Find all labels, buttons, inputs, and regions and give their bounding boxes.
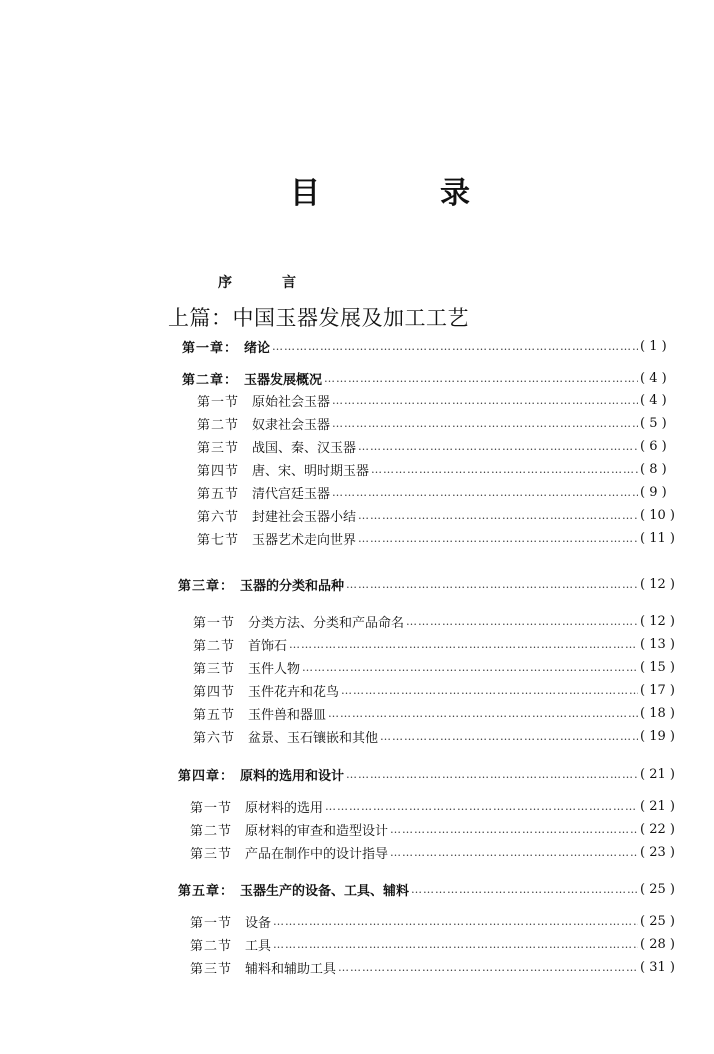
toc-leader-dots	[411, 883, 638, 896]
toc-entry-number: 第一章：	[182, 340, 239, 356]
toc-entry-number: 第四节	[197, 463, 240, 479]
toc-leader-dots	[346, 768, 638, 781]
toc-entry-number: 第四章：	[178, 768, 235, 784]
toc-entry-number: 第一节	[190, 915, 233, 931]
toc-leader-dots	[338, 961, 638, 974]
toc-entry-number: 第二节	[190, 823, 233, 839]
toc-entry-page: ( 25 )	[640, 881, 675, 897]
toc-entry-page: ( 17 )	[640, 682, 675, 698]
toc-entry-page: ( 12 )	[640, 576, 675, 592]
toc-entry-title: 玉件兽和器皿	[248, 707, 327, 723]
toc-entry-page: ( 31 )	[640, 959, 675, 975]
part-title: 上篇：中国玉器发展及加工工艺	[168, 306, 469, 330]
toc-entry-number: 第一节	[193, 615, 236, 631]
toc-entry-title: 玉件人物	[248, 661, 301, 677]
toc-entry-title: 设备	[245, 915, 272, 931]
toc-entry-page: ( 13 )	[640, 636, 675, 652]
toc-entry-page: ( 15 )	[640, 659, 675, 675]
toc-section-entry[interactable]	[193, 703, 684, 723]
toc-entry-page: ( 18 )	[640, 705, 675, 721]
toc-entry-page: ( 23 )	[640, 844, 675, 860]
toc-leader-dots	[272, 340, 638, 353]
toc-chapter-entry[interactable]	[178, 879, 684, 899]
toc-leader-dots	[273, 938, 638, 951]
toc-entry-page: ( 25 )	[640, 913, 675, 929]
toc-entry-number: 第一节	[190, 800, 233, 816]
toc-entry-title: 原材料的选用	[245, 800, 324, 816]
toc-entry-number: 第五节	[193, 707, 236, 723]
toc-entry-title: 玉器发展概况	[244, 372, 323, 388]
toc-section-entry[interactable]	[197, 505, 684, 525]
toc-leader-dots	[358, 440, 638, 453]
toc-section-entry[interactable]	[190, 796, 684, 816]
toc-entry-number: 第五章：	[178, 883, 235, 899]
toc-section-entry[interactable]	[190, 819, 684, 839]
toc-leader-dots	[358, 509, 638, 522]
toc-entry-number: 第二章：	[182, 372, 239, 388]
toc-entry-page: ( 8 )	[640, 461, 667, 477]
toc-section-entry[interactable]	[197, 459, 684, 479]
toc-entry-page: ( 5 )	[640, 415, 667, 431]
toc-entry-title: 玉件花卉和花鸟	[248, 684, 340, 700]
preface-char-1[interactable]: 序	[218, 275, 232, 291]
toc-entry-title: 玉器的分类和品种	[240, 578, 345, 594]
toc-entry-number: 第三节	[190, 961, 233, 977]
toc-section-entry[interactable]	[190, 911, 684, 931]
toc-entry-number: 第三节	[190, 846, 233, 862]
toc-entry-page: ( 4 )	[640, 370, 667, 386]
toc-leader-dots	[390, 823, 638, 836]
toc-entry-title: 绪论	[244, 340, 271, 356]
toc-leader-dots	[332, 394, 638, 407]
toc-entry-title: 唐、宋、明时期玉器	[252, 463, 370, 479]
toc-section-entry[interactable]	[197, 436, 684, 456]
toc-heading	[0, 168, 714, 212]
toc-section-entry[interactable]	[190, 957, 684, 977]
toc-entry-title: 工具	[245, 938, 272, 954]
toc-section-entry[interactable]	[193, 726, 684, 746]
toc-entry-page: ( 21 )	[640, 766, 675, 782]
toc-leader-dots	[324, 372, 638, 385]
toc-entry-title: 玉器艺术走向世界	[252, 532, 357, 548]
toc-section-entry[interactable]	[197, 482, 684, 502]
toc-chapter-entry[interactable]	[182, 336, 684, 356]
toc-entry-page: ( 11 )	[640, 530, 675, 546]
toc-entry-page: ( 19 )	[640, 728, 675, 744]
toc-leader-dots	[325, 800, 638, 813]
toc-leader-dots	[273, 915, 638, 928]
toc-section-entry[interactable]	[197, 528, 684, 548]
toc-section-entry[interactable]	[197, 413, 684, 433]
toc-entry-title: 原料的选用和设计	[240, 768, 345, 784]
toc-leader-dots	[406, 615, 638, 628]
toc-entry-number: 第七节	[197, 532, 240, 548]
toc-entry-number: 第六节	[197, 509, 240, 525]
toc-entry-number: 第二节	[190, 938, 233, 954]
toc-entry-number: 第四节	[193, 684, 236, 700]
toc-leader-dots	[390, 846, 638, 859]
toc-section-entry[interactable]	[193, 634, 684, 654]
toc-entry-page: ( 4 )	[640, 392, 667, 408]
toc-entry-title: 原材料的审查和造型设计	[245, 823, 389, 839]
toc-section-entry[interactable]	[190, 934, 684, 954]
toc-section-entry[interactable]	[193, 657, 684, 677]
toc-leader-dots	[328, 707, 638, 720]
toc-entry-number: 第三节	[197, 440, 240, 456]
toc-entry-title: 分类方法、分类和产品命名	[248, 615, 405, 631]
toc-heading-char-2: 录	[440, 176, 470, 211]
toc-leader-dots	[289, 638, 638, 651]
toc-entry-number: 第六节	[193, 730, 236, 746]
toc-entry-page: ( 22 )	[640, 821, 675, 837]
toc-entry-title: 玉器生产的设备、工具、辅料	[240, 883, 410, 899]
toc-entry-title: 奴隶社会玉器	[252, 417, 331, 433]
toc-leader-dots	[358, 532, 638, 545]
toc-leader-dots	[371, 463, 638, 476]
toc-entry-title: 盆景、玉石镶嵌和其他	[248, 730, 379, 746]
preface-char-2[interactable]: 言	[282, 275, 296, 291]
toc-entry-title: 原始社会玉器	[252, 394, 331, 410]
toc-leader-dots	[302, 661, 638, 674]
toc-section-entry[interactable]	[193, 611, 684, 631]
toc-entry-number: 第五节	[197, 486, 240, 502]
toc-chapter-entry[interactable]	[178, 764, 684, 784]
toc-entry-page: ( 9 )	[640, 484, 667, 500]
toc-entry-title: 产品在制作中的设计指导	[245, 846, 389, 862]
toc-leader-dots	[341, 684, 638, 697]
toc-leader-dots	[332, 486, 638, 499]
toc-chapter-entry[interactable]	[178, 574, 684, 594]
toc-heading-char-1: 目	[290, 176, 320, 211]
toc-chapter-entry[interactable]	[182, 368, 684, 388]
toc-entry-page: ( 10 )	[640, 507, 675, 523]
toc-entry-page: ( 21 )	[640, 798, 675, 814]
toc-entry-number: 第三节	[193, 661, 236, 677]
toc-entry-title: 封建社会玉器小结	[252, 509, 357, 525]
toc-entry-page: ( 6 )	[640, 438, 667, 454]
toc-section-entry[interactable]	[190, 842, 684, 862]
toc-entry-number: 第三章：	[178, 578, 235, 594]
toc-entry-page: ( 28 )	[640, 936, 675, 952]
toc-entry-number: 第二节	[193, 638, 236, 654]
toc-section-entry[interactable]	[197, 390, 684, 410]
toc-entry-number: 第一节	[197, 394, 240, 410]
toc-entry-page: ( 1 )	[640, 338, 667, 354]
toc-entry-page: ( 12 )	[640, 613, 675, 629]
toc-entry-title: 清代宫廷玉器	[252, 486, 331, 502]
toc-entry-title: 首饰石	[248, 638, 288, 654]
toc-entry-title: 辅料和辅助工具	[245, 961, 337, 977]
toc-leader-dots	[346, 578, 638, 591]
toc-entry-number: 第二节	[197, 417, 240, 433]
toc-section-entry[interactable]	[193, 680, 684, 700]
toc-leader-dots	[380, 730, 638, 743]
toc-leader-dots	[332, 417, 638, 430]
toc-entry-title: 战国、秦、汉玉器	[252, 440, 357, 456]
